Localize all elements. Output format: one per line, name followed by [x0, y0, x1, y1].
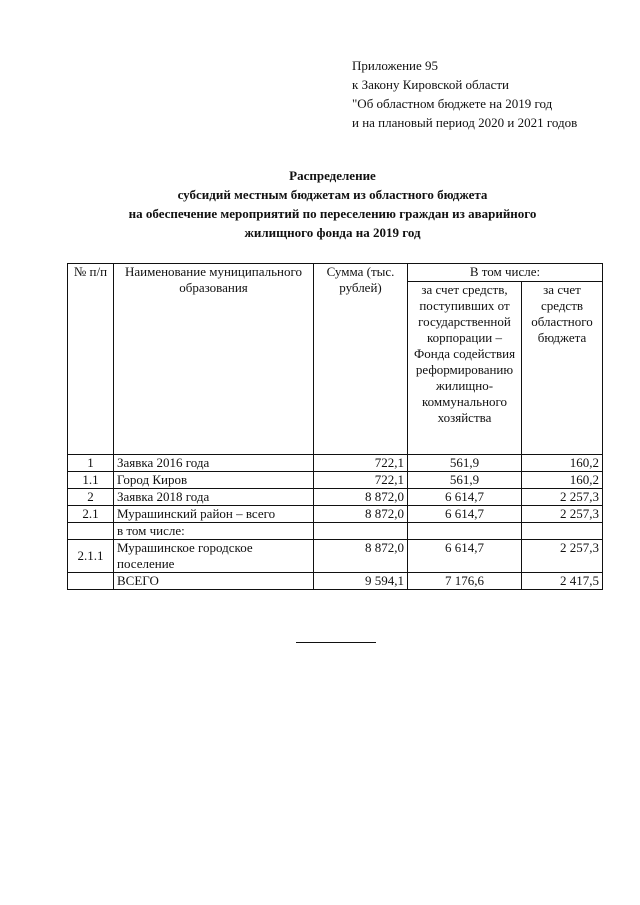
header-regional: за счет средств областного бюджета [522, 282, 603, 455]
cell-sum: 9 594,1 [314, 573, 408, 590]
cell-num: 1.1 [68, 472, 114, 489]
table-row [68, 472, 603, 489]
cell-regional: 160,2 [522, 472, 603, 489]
cell-num: 1 [68, 455, 114, 472]
table-row [68, 455, 603, 472]
appendix-line: Приложение 95 [352, 58, 439, 73]
appendix-line: "Об областном бюджете на 2019 год [352, 96, 553, 111]
cell-fund: 561,9 [408, 472, 522, 489]
end-divider [296, 642, 376, 643]
table-row [68, 540, 603, 573]
cell-sum: 8 872,0 [314, 506, 408, 523]
table-header-row [68, 264, 603, 282]
title-line: на обеспечение мероприятий по переселению граждан из аварийного [128, 206, 537, 221]
title-line: Распределение [289, 168, 376, 183]
cell-name: Заявка 2018 года [114, 489, 314, 506]
cell-regional [522, 523, 603, 540]
cell-name: Заявка 2016 года [114, 455, 314, 472]
header-including: В том числе: [408, 264, 603, 282]
document-title [60, 166, 605, 242]
cell-num: 2 [68, 489, 114, 506]
title-line: жилищного фонда на 2019 год [244, 225, 421, 240]
cell-fund: 561,9 [408, 455, 522, 472]
cell-name: Мурашинское городское поселение [114, 540, 314, 573]
cell-num [68, 523, 114, 540]
cell-fund: 6 614,7 [408, 489, 522, 506]
cell-regional: 2 257,3 [522, 489, 603, 506]
cell-sum: 722,1 [314, 455, 408, 472]
cell-sum: 8 872,0 [314, 540, 408, 573]
cell-sum [314, 523, 408, 540]
title-line: субсидий местным бюджетам из областного бюджета [177, 187, 488, 202]
cell-regional: 2 417,5 [522, 573, 603, 590]
cell-num: 2.1.1 [68, 540, 114, 573]
table-row [68, 506, 603, 523]
table-row [68, 489, 603, 506]
appendix-line: и на плановый период 2020 и 2021 годов [352, 115, 578, 130]
table-row-total [68, 573, 603, 590]
header-fund: за счет средств, поступивших от государственной корпорации – Фонда содействия реформированию жилищно-коммунального хозяйства [408, 282, 522, 455]
cell-name: Город Киров [114, 472, 314, 489]
cell-name: в том числе: [114, 523, 314, 540]
cell-sum: 722,1 [314, 472, 408, 489]
cell-regional: 2 257,3 [522, 540, 603, 573]
appendix-header [352, 56, 577, 132]
cell-sum: 8 872,0 [314, 489, 408, 506]
header-sum: Сумма (тыс. рублей) [314, 264, 408, 455]
cell-name: Мурашинский район – всего [114, 506, 314, 523]
cell-fund: 6 614,7 [408, 540, 522, 573]
cell-fund: 7 176,6 [408, 573, 522, 590]
table-row [68, 523, 603, 540]
appendix-line: к Закону Кировской области [352, 77, 509, 92]
cell-num: 2.1 [68, 506, 114, 523]
header-num: № п/п [68, 264, 114, 455]
cell-fund [408, 523, 522, 540]
cell-num [68, 573, 114, 590]
header-name: Наименование муниципального образования [114, 264, 314, 455]
cell-fund: 6 614,7 [408, 506, 522, 523]
cell-regional: 2 257,3 [522, 506, 603, 523]
cell-regional: 160,2 [522, 455, 603, 472]
cell-name: ВСЕГО [114, 573, 314, 590]
distribution-table [67, 263, 603, 590]
